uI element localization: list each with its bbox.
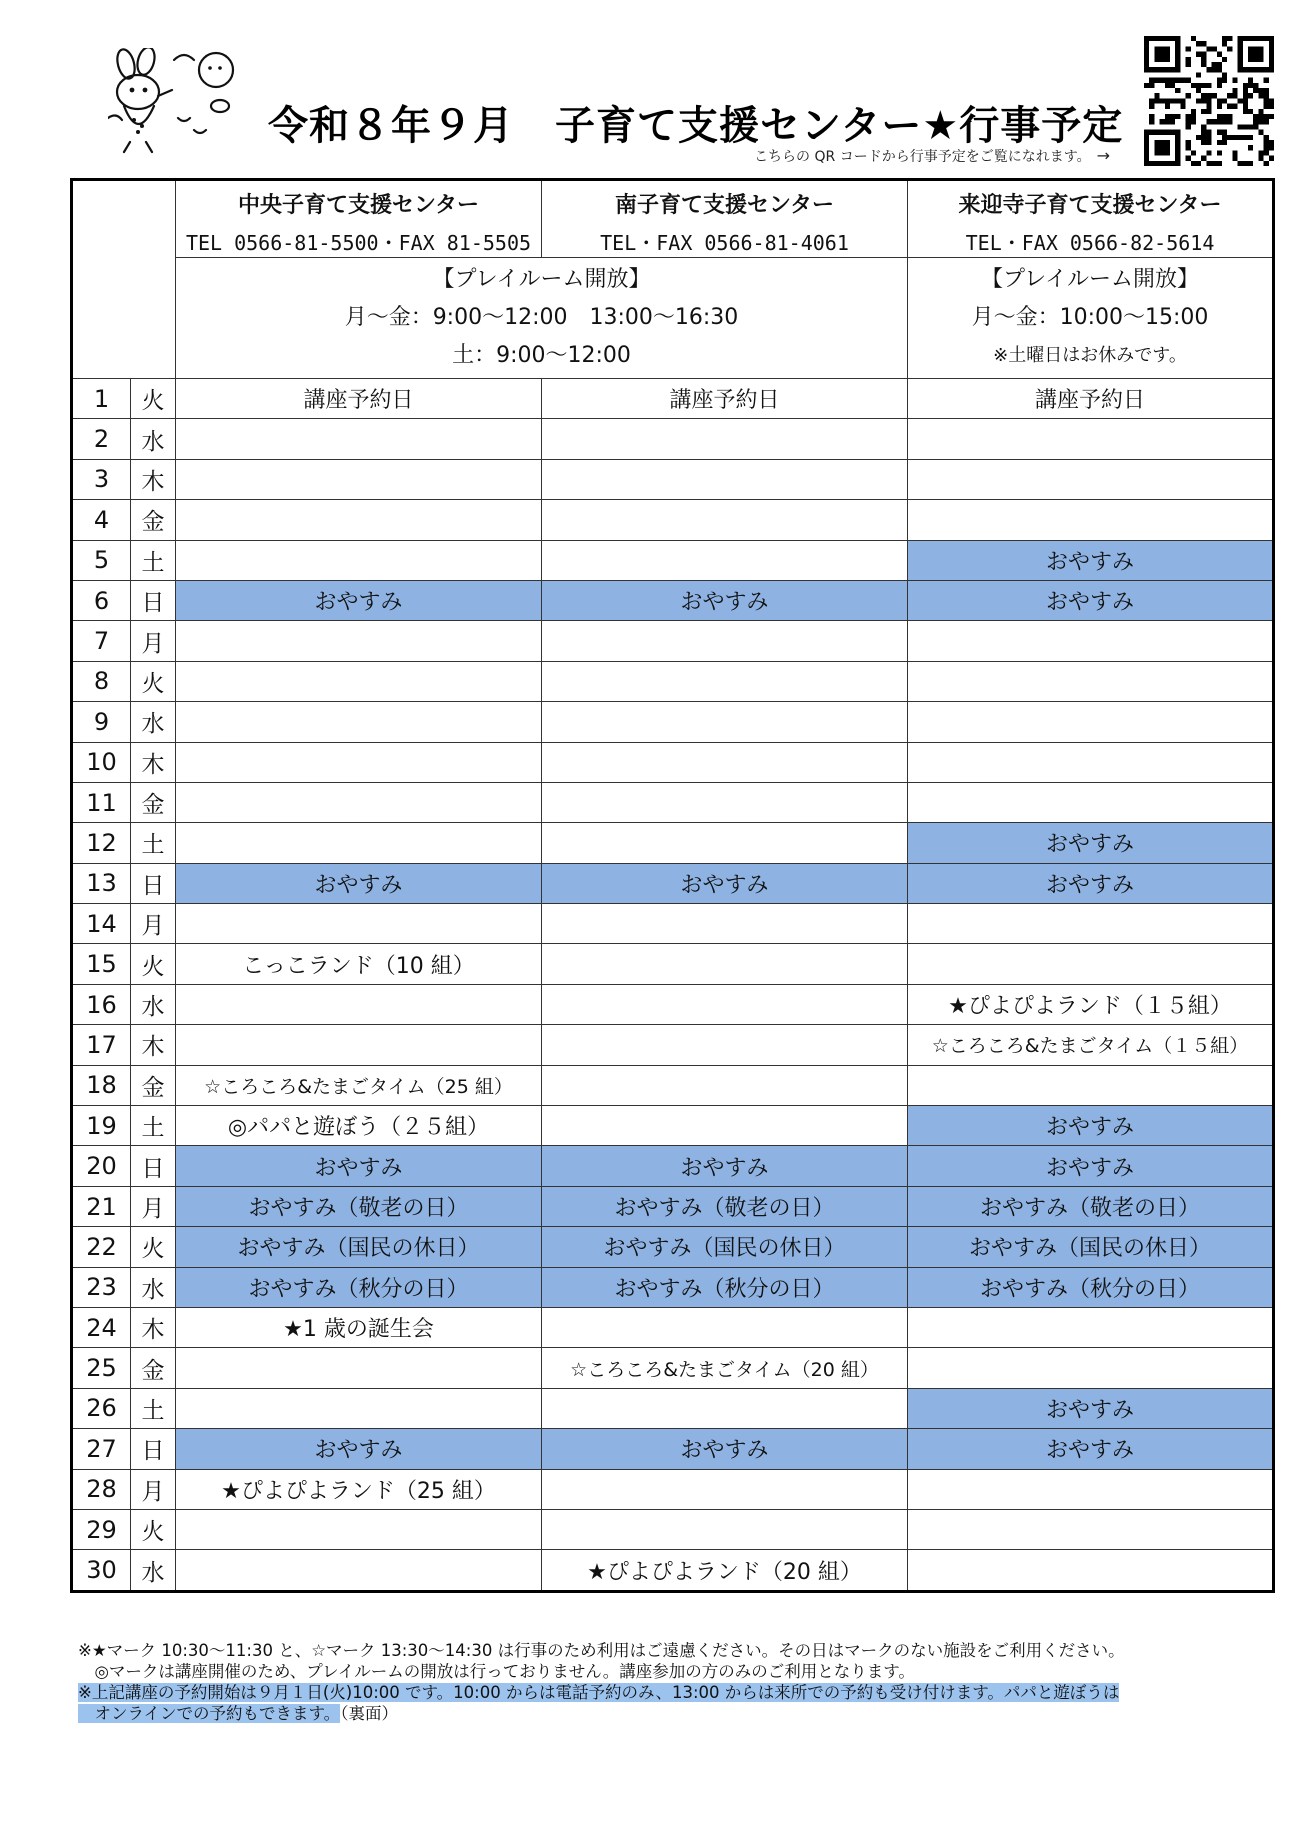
playroom-hours-weekday: 月～金：10:00～15:00 <box>971 305 1209 330</box>
hours-row <box>72 258 1274 379</box>
event-cell-raigouji <box>908 1509 1274 1549</box>
event-cell-south: おやすみ（国民の休日） <box>542 1227 908 1267</box>
weekday: 水 <box>131 702 176 742</box>
table-row <box>72 1267 1274 1307</box>
weekday: 木 <box>131 742 176 782</box>
day-number: 12 <box>72 823 131 863</box>
table-row <box>72 1388 1274 1428</box>
day-number: 28 <box>72 1469 131 1509</box>
weekday: 木 <box>131 1025 176 1065</box>
footnote-papa: ◎マークは講座開催のため、プレイルームの開放は行っておりません。講座参加の方のみのご利用となります。 <box>78 1662 915 1681</box>
weekday: 火 <box>131 379 176 419</box>
event-cell-raigouji: おやすみ <box>908 1106 1274 1146</box>
playroom-hours-title: 【プレイルーム開放】 <box>980 267 1200 292</box>
weekday: 日 <box>131 580 176 620</box>
weekday: 日 <box>131 1146 176 1186</box>
event-cell-south: おやすみ <box>542 580 908 620</box>
event-cell-south: ★ぴよぴよランド（20 組） <box>542 1550 908 1591</box>
table-row <box>72 1429 1274 1469</box>
event-cell-south <box>542 1025 908 1065</box>
event-cell-central <box>176 459 542 499</box>
event-cell-central <box>176 782 542 822</box>
center-central <box>176 180 542 258</box>
weekday: 土 <box>131 1106 176 1146</box>
table-row <box>72 1509 1274 1549</box>
event-cell-south <box>542 1106 908 1146</box>
bunny-mascot-icon <box>108 48 260 158</box>
weekday: 水 <box>131 1267 176 1307</box>
table-row <box>72 580 1274 620</box>
event-cell-raigouji <box>908 1550 1274 1591</box>
event-cell-central <box>176 1388 542 1428</box>
event-cell-raigouji: おやすみ <box>908 1146 1274 1186</box>
event-cell-south: 講座予約日 <box>542 379 908 419</box>
event-cell-raigouji <box>908 661 1274 701</box>
playroom-hours-weekday: 月～金：9:00～12:00 13:00～16:30 <box>344 305 739 330</box>
table-row <box>72 540 1274 580</box>
footnote-reservation <box>78 1682 1258 1703</box>
table-row <box>72 1146 1274 1186</box>
event-cell-south <box>542 1469 908 1509</box>
event-cell-raigouji: 講座予約日 <box>908 379 1274 419</box>
event-cell-central <box>176 984 542 1024</box>
event-cell-south <box>542 459 908 499</box>
event-cell-central <box>176 540 542 580</box>
event-cell-raigouji <box>908 1348 1274 1388</box>
playroom-hours-central-south <box>176 258 908 379</box>
event-cell-south: ☆ころころ&たまごタイム（20 組） <box>542 1348 908 1388</box>
event-cell-raigouji <box>908 459 1274 499</box>
event-cell-south <box>542 1388 908 1428</box>
event-cell-raigouji: ☆ころころ&たまごタイム（１５組） <box>908 1025 1274 1065</box>
weekday: 木 <box>131 1307 176 1347</box>
center-name: 来迎寺子育て支援センター <box>958 193 1222 218</box>
center-header-row <box>72 180 1274 258</box>
event-cell-south <box>542 500 908 540</box>
weekday: 水 <box>131 984 176 1024</box>
event-cell-raigouji: おやすみ <box>908 580 1274 620</box>
weekday: 水 <box>131 1550 176 1591</box>
event-cell-south <box>542 782 908 822</box>
saturday-closed-note: ※土曜日はお休みです。 <box>993 345 1187 366</box>
day-number: 3 <box>72 459 131 499</box>
table-row <box>72 944 1274 984</box>
event-cell-central <box>176 1348 542 1388</box>
event-cell-south <box>542 742 908 782</box>
event-cell-central: おやすみ <box>176 1146 542 1186</box>
center-south <box>542 180 908 258</box>
weekday: 火 <box>131 1227 176 1267</box>
event-cell-raigouji <box>908 621 1274 661</box>
table-row <box>72 1106 1274 1146</box>
day-number: 20 <box>72 1146 131 1186</box>
event-cell-central <box>176 702 542 742</box>
day-number: 7 <box>72 621 131 661</box>
event-cell-raigouji <box>908 1065 1274 1105</box>
footnotes <box>78 1640 1258 1724</box>
table-row <box>72 1307 1274 1347</box>
reverse-side-note: （裏面） <box>340 1704 398 1723</box>
event-cell-central: ★1 歳の誕生会 <box>176 1307 542 1347</box>
playroom-hours-title: 【プレイルーム開放】 <box>432 267 651 292</box>
day-number: 30 <box>72 1550 131 1591</box>
table-row <box>72 823 1274 863</box>
day-number: 13 <box>72 863 131 903</box>
qr-caption <box>754 146 1110 166</box>
day-number: 29 <box>72 1509 131 1549</box>
weekday: 火 <box>131 944 176 984</box>
table-row <box>72 419 1274 459</box>
event-cell-central <box>176 419 542 459</box>
event-cell-raigouji: おやすみ <box>908 540 1274 580</box>
event-cell-raigouji <box>908 1307 1274 1347</box>
event-cell-south: おやすみ <box>542 1429 908 1469</box>
event-cell-raigouji <box>908 500 1274 540</box>
event-cell-central: おやすみ（敬老の日） <box>176 1186 542 1226</box>
footnote-reservation-line1: ※上記講座の予約開始は９月１日(火)10:00 です。10:00 からは電話予約のみ、13:00 からは来所での予約も受け付けます。パパと遊ぼうは <box>78 1683 1120 1702</box>
event-cell-south <box>542 944 908 984</box>
event-cell-south <box>542 702 908 742</box>
event-cell-south <box>542 823 908 863</box>
event-cell-central: こっこランド（10 組） <box>176 944 542 984</box>
table-row <box>72 379 1274 419</box>
footnote-reservation-line2: オンラインでの予約もできます。 <box>78 1704 341 1723</box>
weekday: 金 <box>131 500 176 540</box>
table-row <box>72 742 1274 782</box>
event-cell-central: ☆ころころ&たまごタイム（25 組） <box>176 1065 542 1105</box>
center-phone: TEL・FAX 0566-81-4061 <box>600 231 849 255</box>
weekday: 月 <box>131 1469 176 1509</box>
day-number: 11 <box>72 782 131 822</box>
weekday: 金 <box>131 782 176 822</box>
qr-caption-text: こちらの QR コードから行事予定をご覧になれます。 <box>754 149 1091 165</box>
table-row <box>72 984 1274 1024</box>
event-cell-raigouji: おやすみ <box>908 863 1274 903</box>
table-row <box>72 904 1274 944</box>
weekday: 木 <box>131 459 176 499</box>
event-cell-central: おやすみ <box>176 580 542 620</box>
day-number: 5 <box>72 540 131 580</box>
weekday: 日 <box>131 863 176 903</box>
event-cell-south: おやすみ <box>542 1146 908 1186</box>
table-row <box>72 1550 1274 1591</box>
event-cell-central: ★ぴよぴよランド（25 組） <box>176 1469 542 1509</box>
event-cell-south <box>542 540 908 580</box>
event-cell-central: ◎パパと遊ぼう（２５組） <box>176 1106 542 1146</box>
day-number: 4 <box>72 500 131 540</box>
table-row <box>72 500 1274 540</box>
event-cell-raigouji: おやすみ <box>908 823 1274 863</box>
center-phone: TEL 0566-81-5500・FAX 81-5505 <box>185 231 532 255</box>
day-number: 9 <box>72 702 131 742</box>
event-cell-south <box>542 1509 908 1549</box>
playroom-hours-raigouji <box>908 258 1274 379</box>
event-cell-raigouji: おやすみ（敬老の日） <box>908 1186 1274 1226</box>
day-number: 25 <box>72 1348 131 1388</box>
center-name: 中央子育て支援センター <box>237 193 480 218</box>
day-number: 16 <box>72 984 131 1024</box>
table-row <box>72 1469 1274 1509</box>
event-cell-south <box>542 661 908 701</box>
day-number: 23 <box>72 1267 131 1307</box>
event-cell-raigouji <box>908 742 1274 782</box>
table-row <box>72 782 1274 822</box>
playroom-hours-saturday: 土：9:00～12:00 <box>452 343 631 368</box>
event-cell-raigouji: ★ぴよぴよランド（１５組） <box>908 984 1274 1024</box>
table-row <box>72 661 1274 701</box>
event-cell-south: おやすみ <box>542 863 908 903</box>
event-cell-central <box>176 1509 542 1549</box>
table-row <box>72 621 1274 661</box>
table-row <box>72 459 1274 499</box>
event-cell-south <box>542 984 908 1024</box>
event-cell-central <box>176 904 542 944</box>
day-number: 8 <box>72 661 131 701</box>
event-cell-raigouji: おやすみ（国民の休日） <box>908 1227 1274 1267</box>
table-row <box>72 1065 1274 1105</box>
table-row <box>72 702 1274 742</box>
table-row <box>72 863 1274 903</box>
event-cell-south <box>542 621 908 661</box>
center-phone: TEL・FAX 0566-82-5614 <box>965 231 1215 255</box>
weekday: 月 <box>131 621 176 661</box>
event-cell-south: おやすみ（秋分の日） <box>542 1267 908 1307</box>
event-cell-central: おやすみ（国民の休日） <box>176 1227 542 1267</box>
weekday: 土 <box>131 540 176 580</box>
day-number: 24 <box>72 1307 131 1347</box>
day-number: 1 <box>72 379 131 419</box>
footnote-reservation-cont <box>78 1703 1258 1724</box>
event-cell-south <box>542 1065 908 1105</box>
event-cell-raigouji: おやすみ <box>908 1429 1274 1469</box>
day-number: 10 <box>72 742 131 782</box>
event-cell-raigouji <box>908 419 1274 459</box>
day-number: 19 <box>72 1106 131 1146</box>
event-cell-raigouji <box>908 944 1274 984</box>
weekday: 月 <box>131 1186 176 1226</box>
event-cell-central: おやすみ <box>176 1429 542 1469</box>
event-cell-central: おやすみ（秋分の日） <box>176 1267 542 1307</box>
schedule-table <box>70 178 1275 1593</box>
footnote-marks: ※★マーク 10:30～11:30 と、☆マーク 13:30～14:30 は行事のため利用はご遠慮ください。その日はマークのない施設をご利用ください。 <box>78 1641 1125 1660</box>
weekday: 金 <box>131 1065 176 1105</box>
arrow-right-icon: → <box>1096 146 1110 165</box>
event-cell-raigouji <box>908 1469 1274 1509</box>
weekday: 土 <box>131 1388 176 1428</box>
table-row <box>72 1227 1274 1267</box>
event-cell-central <box>176 1025 542 1065</box>
weekday: 土 <box>131 823 176 863</box>
weekday: 火 <box>131 661 176 701</box>
event-cell-raigouji: おやすみ <box>908 1388 1274 1428</box>
day-number: 26 <box>72 1388 131 1428</box>
event-cell-central <box>176 1550 542 1591</box>
day-number: 15 <box>72 944 131 984</box>
event-cell-central <box>176 823 542 863</box>
weekday: 火 <box>131 1509 176 1549</box>
table-row <box>72 1186 1274 1226</box>
center-name: 南子育て支援センター <box>614 193 835 218</box>
event-cell-south <box>542 1307 908 1347</box>
event-cell-south: おやすみ（敬老の日） <box>542 1186 908 1226</box>
day-number: 6 <box>72 580 131 620</box>
event-cell-central: 講座予約日 <box>176 379 542 419</box>
weekday: 金 <box>131 1348 176 1388</box>
corner-cell <box>72 180 176 379</box>
day-number: 18 <box>72 1065 131 1105</box>
table-row <box>72 1025 1274 1065</box>
event-cell-central <box>176 500 542 540</box>
day-number: 14 <box>72 904 131 944</box>
weekday: 日 <box>131 1429 176 1469</box>
center-raigouji <box>908 180 1274 258</box>
qr-code-icon[interactable] <box>1144 36 1274 166</box>
day-number: 17 <box>72 1025 131 1065</box>
weekday: 水 <box>131 419 176 459</box>
event-cell-raigouji <box>908 782 1274 822</box>
page-title: 令和８年９月 子育て支援センター★行事予定 <box>268 103 1124 149</box>
event-cell-central: おやすみ <box>176 863 542 903</box>
event-cell-central <box>176 742 542 782</box>
event-cell-raigouji: おやすみ（秋分の日） <box>908 1267 1274 1307</box>
day-number: 2 <box>72 419 131 459</box>
event-cell-south <box>542 419 908 459</box>
day-number: 22 <box>72 1227 131 1267</box>
table-row <box>72 1348 1274 1388</box>
weekday: 月 <box>131 904 176 944</box>
day-number: 27 <box>72 1429 131 1469</box>
event-cell-central <box>176 621 542 661</box>
event-cell-raigouji <box>908 904 1274 944</box>
event-cell-raigouji <box>908 702 1274 742</box>
event-cell-central <box>176 661 542 701</box>
day-number: 21 <box>72 1186 131 1226</box>
event-cell-south <box>542 904 908 944</box>
